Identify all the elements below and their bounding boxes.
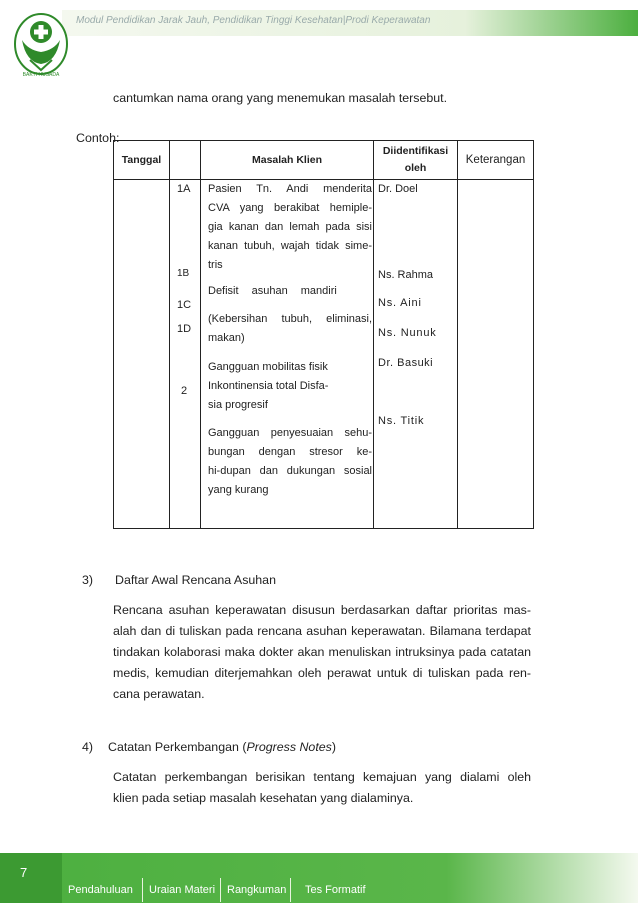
problem-2: Defisit asuhan mandiri: [208, 285, 337, 297]
header-title: Modul Pendidikan Jarak Jauh, Pendidikan Tinggi Kesehatan|Prodi Keperawatan: [76, 15, 431, 26]
problem-4-line: sia progresif: [208, 399, 268, 411]
section3-paragraph: [113, 600, 531, 705]
problem-5-line: bungan dengan stresor ke-: [208, 446, 372, 458]
header-code: [170, 141, 201, 180]
code-1c: 1C: [177, 299, 192, 311]
header-keterangan: Keterangan: [458, 141, 534, 180]
problem-5-line: hi-dupan dan dukungan sosial: [208, 465, 372, 477]
header-diidentifikasi: [374, 141, 458, 180]
problem-4-line: Inkontinensia total Disfa-: [208, 380, 329, 392]
section4-line: klien pada setiap masalah kesehatan yang dialaminya.: [113, 791, 414, 805]
section3-line: Rencana asuhan keperawatan disusun berdasarkan daftar prioritas mas-: [113, 603, 531, 617]
problem-4-line: Gangguan mobilitas fisik: [208, 361, 328, 373]
code-2: 2: [181, 385, 188, 397]
logo-text: BAKTI HUSADA: [22, 72, 60, 78]
cell-keterangan: [458, 180, 534, 529]
example-label: Contoh:: [76, 131, 120, 145]
cell-codes: [170, 180, 201, 529]
problem-1-line: CVA yang berakibat hemiple-: [208, 202, 372, 214]
code-1a: 1A: [177, 183, 191, 195]
identified-by-item: Dr. Doel: [378, 183, 418, 195]
problem-1-line: tris: [208, 259, 223, 271]
problem-5-line: Gangguan penyesuaian sehu-: [208, 427, 372, 439]
section3-line: tindakan kolaborasi maka dokter akan menuliskan intruksinya pada catatan: [113, 645, 531, 659]
bakti-husada-logo-icon: [12, 10, 70, 80]
problem-1-line: kanan tubuh, wajah tidak sime-: [208, 240, 372, 252]
section3-title: Daftar Awal Rencana Asuhan: [115, 573, 276, 587]
nav-uraian-materi[interactable]: Uraian Materi: [142, 878, 225, 902]
problem-4: [208, 358, 372, 415]
problem-1: [208, 180, 372, 275]
section3-number: 3): [82, 573, 94, 587]
code-1d: 1D: [177, 323, 192, 335]
problem-3-line: makan): [208, 332, 245, 344]
problem-5-line: yang kurang: [208, 484, 269, 496]
section4-paragraph: [113, 767, 531, 809]
nav-rangkuman[interactable]: Rangkuman: [220, 878, 296, 902]
nav-tes-formatif[interactable]: Tes Formatif: [290, 878, 376, 902]
identified-by-item: Ns. Titik: [378, 415, 425, 427]
intro-text: cantumkan nama orang yang menemukan masalah tersebut.: [113, 91, 448, 105]
identified-by-item: Ns. Nunuk: [378, 327, 437, 339]
section4-title-suffix: ): [331, 740, 336, 754]
problem-3: [208, 310, 372, 348]
section4-title-prefix: Catatan Perkembangan (: [108, 740, 247, 754]
identified-by-item: Ns. Rahma: [378, 269, 434, 281]
section4-title-italic: Progress Notes: [246, 740, 332, 754]
code-1b: 1B: [177, 268, 190, 279]
header-diidentifikasi-line2: oleh: [404, 162, 427, 174]
header-tanggal: Tanggal: [114, 141, 170, 180]
identified-by-item: Dr. Basuki: [378, 357, 434, 369]
problem-5: [208, 424, 372, 500]
page-number-box: [0, 853, 62, 903]
header-diidentifikasi-line1: Diidentifikasi: [382, 145, 449, 157]
page-number: 7: [20, 865, 28, 880]
section3-line: alah dan di tuliskan pada rencana asuhan keperawatan. Bilamana terdapat: [113, 624, 531, 638]
cell-problems: [201, 180, 374, 529]
problem-1-line: Pasien Tn. Andi menderita: [208, 183, 372, 195]
identified-by-item: Ns. Aini: [378, 297, 422, 309]
cell-identified-by: [374, 180, 458, 529]
problem-3-line: (Kebersihan tubuh, eliminasi,: [208, 313, 372, 325]
section4-number: 4): [82, 740, 94, 754]
section4-line: Catatan perkembangan berisikan tentang kemajuan yang dialami oleh: [113, 770, 531, 784]
section3-line: medis, kemudian diterjemahkan oleh perawat untuk di tuliskan pada ren-: [113, 666, 531, 680]
problem-table: [113, 140, 534, 529]
header-masalah: Masalah Klien: [201, 141, 374, 180]
section3-line: cana perawatan.: [113, 687, 205, 701]
nav-pendahuluan[interactable]: Pendahuluan: [68, 884, 133, 896]
problem-1-line: gia kanan dan lemah pada sisi: [208, 221, 372, 233]
section4-title: [108, 737, 336, 758]
cell-tanggal: [114, 180, 170, 529]
